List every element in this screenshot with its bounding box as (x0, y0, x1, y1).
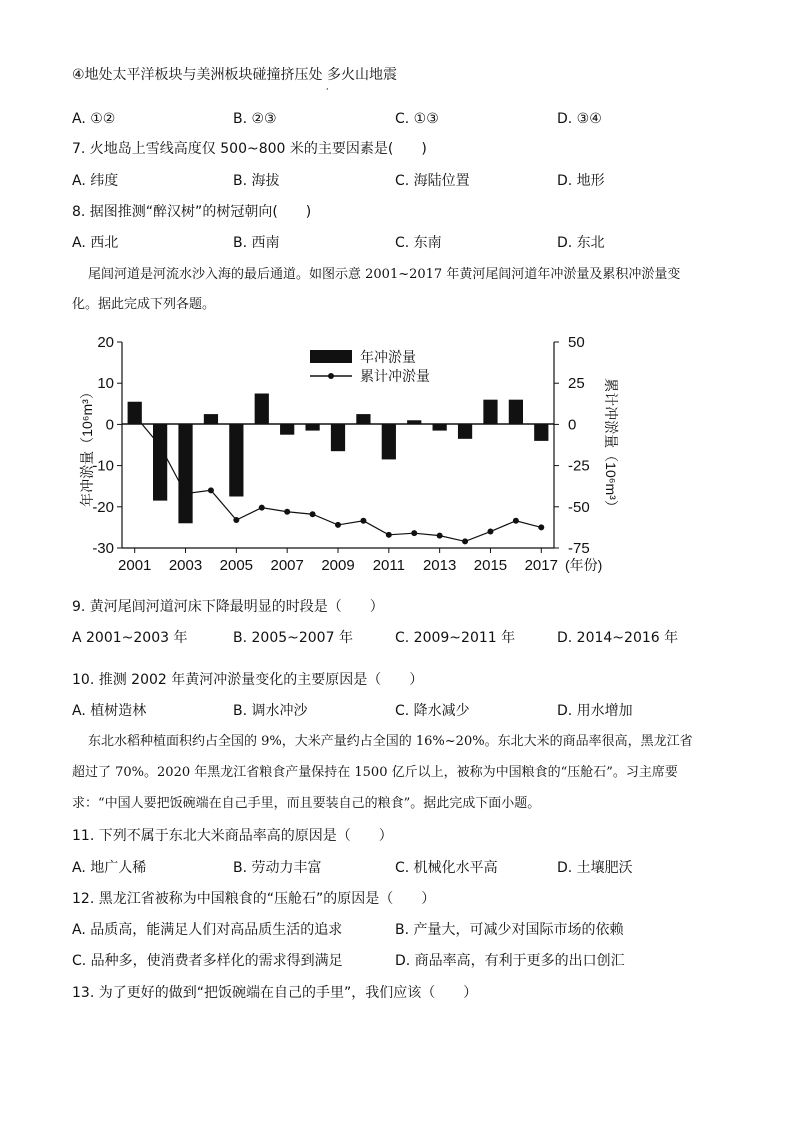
q12-option-b[interactable]: B. 产量大，可减少对国际市场的依赖 (395, 922, 624, 938)
q10-option-d[interactable]: D. 用水增加 (557, 703, 633, 719)
bar-2009 (331, 424, 345, 451)
q7-option-d[interactable]: D. 地形 (557, 173, 605, 189)
q10-option-c[interactable]: C. 降水减少 (395, 703, 470, 719)
bar-2016 (509, 400, 523, 425)
q8-option-d[interactable]: D. 东北 (557, 235, 605, 251)
bar-2004 (204, 414, 218, 424)
q12-option-d[interactable]: D. 商品率高，有利于更多的出口创汇 (395, 953, 625, 969)
y-tick-label: 20 (97, 334, 114, 351)
y-tick-label: -20 (92, 498, 114, 516)
q9-option-b[interactable]: B. 2005~2007 年 (233, 630, 353, 646)
y2-tick-label: -75 (568, 540, 590, 557)
q12-option-c[interactable]: C. 品种多，使消费者多样化的需求得到满足 (72, 953, 343, 969)
q7-option-b[interactable]: B. 海拔 (233, 173, 280, 189)
x-tick-label: 2007 (270, 557, 304, 574)
legend-bar-swatch (310, 350, 352, 363)
q12-option-a[interactable]: A. 品质高，能满足人们对高品质生活的追求 (72, 922, 343, 938)
bar-2014 (458, 424, 472, 438)
y2-tick-label: 0 (568, 416, 577, 434)
legend-bar-label: 年冲淤量 (360, 349, 416, 365)
point-2016 (513, 518, 519, 524)
passage-2-line-3: 求：“中国人要把饭碗端在自己手里，而且要装自己的粮食”。据此完成下面小题。 (72, 796, 541, 811)
point-2014 (462, 538, 468, 544)
point-2017 (538, 524, 544, 530)
legend-line-label: 累计冲淤量 (360, 368, 430, 384)
q8-stem: 8. 据图推测“醉汉树”的树冠朝向( ) (72, 204, 312, 220)
x-tick-label: 2005 (219, 557, 254, 574)
y2-axis-label: 累计冲淤量（10⁶m³） (603, 378, 619, 514)
q9-option-a[interactable]: A 2001~2003 年 (72, 630, 188, 646)
q9-stem: 9. 黄河尾闾河道河床下降最明显的时段是（ ） (72, 599, 384, 615)
q8-option-c[interactable]: C. 东南 (395, 235, 442, 251)
point-2010 (360, 518, 366, 524)
bar-2015 (483, 400, 497, 425)
q11-option-a[interactable]: A. 地广人稀 (72, 860, 147, 876)
q6-option-b[interactable]: B. ②③ (233, 111, 277, 127)
point-2009 (335, 522, 341, 528)
legend-line-marker (328, 373, 334, 379)
y-tick-label: 0 (105, 416, 114, 434)
x-tick-label: 2013 (422, 557, 457, 574)
q6-option-a[interactable]: A. ①② (72, 111, 116, 127)
q7-stem: 7. 火地岛上雪线高度仅 500~800 米的主要因素是( ) (72, 141, 427, 157)
q7-option-c[interactable]: C. 海陆位置 (395, 173, 470, 189)
point-2008 (310, 511, 316, 517)
q6-option-d[interactable]: D. ③④ (557, 111, 602, 127)
q6-option-c[interactable]: C. ①③ (395, 111, 439, 127)
point-2013 (437, 533, 443, 539)
silt-chart (0, 330, 794, 590)
y-tick-label: -10 (92, 457, 114, 475)
q13-stem: 13. 为了更好的做到“把饭碗端在自己的手里”，我们应该（ ） (72, 985, 478, 1001)
bar-2013 (433, 424, 447, 430)
stray-mark: , (326, 82, 329, 91)
y2-tick-label: 25 (568, 375, 585, 393)
y2-tick-label: 50 (568, 334, 585, 351)
q11-option-d[interactable]: D. 土壤肥沃 (557, 860, 633, 876)
x-tick-label: 2001 (118, 557, 152, 574)
q10-option-a[interactable]: A. 植树造林 (72, 703, 147, 719)
point-2002 (157, 443, 163, 449)
point-2006 (259, 505, 265, 511)
bar-2012 (407, 420, 421, 424)
x-tick-label: 2003 (168, 557, 203, 574)
point-2011 (386, 532, 392, 538)
q9-option-c[interactable]: C. 2009~2011 年 (395, 630, 516, 646)
q11-option-b[interactable]: B. 劳动力丰富 (233, 860, 322, 876)
passage-2-line-2: 超过了 70%。2020 年黑龙江省粮食产量保持在 1500 亿斤以上，被称为中国粮食的“压舱石”。习主席要 (72, 765, 678, 780)
x-axis-unit: (年份) (565, 557, 603, 573)
q7-option-a[interactable]: A. 纬度 (72, 173, 119, 189)
x-tick-label: 2011 (372, 557, 405, 574)
statement-4: ④地处太平洋板块与美洲板块碰撞挤压处 多火山地震 (72, 67, 397, 83)
bar-2005 (229, 424, 243, 496)
bar-2010 (356, 414, 370, 424)
y2-tick-label: -50 (568, 498, 590, 516)
point-2015 (487, 529, 493, 535)
y-tick-label: 10 (97, 375, 114, 393)
passage-2-line-1: 东北水稻种植面积约占全国的 9%，大米产量约占全国的 16%~20%。东北大米的商品率很高，黑龙江省 (88, 734, 693, 749)
bar-2011 (382, 424, 396, 459)
point-2007 (284, 509, 290, 515)
point-2005 (233, 517, 239, 523)
q8-option-b[interactable]: B. 西南 (233, 235, 280, 251)
passage-1-line-2: 化。据此完成下列各题。 (72, 297, 216, 312)
bar-2017 (534, 424, 548, 440)
q12-stem: 12. 黑龙江省被称为中国粮食的“压舱石”的原因是（ ） (72, 891, 436, 907)
q10-stem: 10. 推测 2002 年黄河冲淤量变化的主要原因是（ ） (72, 672, 424, 688)
q11-option-c[interactable]: C. 机械化水平高 (395, 860, 498, 876)
y2-tick-label: -25 (568, 457, 590, 475)
q9-option-d[interactable]: D. 2014~2016 年 (557, 630, 679, 646)
point-2004 (208, 487, 214, 493)
q11-stem: 11. 下列不属于东北大米商品率高的原因是（ ） (72, 828, 393, 844)
y-axis-label: 年冲淤量（10⁶m³） (79, 385, 95, 507)
bar-2007 (280, 424, 294, 434)
y-tick-label: -30 (92, 540, 114, 557)
bar-2008 (305, 424, 319, 430)
x-tick-label: 2017 (524, 557, 558, 574)
point-2012 (411, 530, 417, 536)
bar-2003 (178, 424, 192, 523)
bar-2002 (153, 424, 167, 500)
point-2003 (183, 491, 189, 497)
passage-1-line-1: 尾闾河道是河流水沙入海的最后通道。如图示意 2001~2017 年黄河尾闾河道年冲淤量及累积冲淤量变 (88, 267, 681, 282)
x-tick-label: 2009 (321, 557, 355, 574)
x-tick-label: 2015 (473, 557, 508, 574)
q10-option-b[interactable]: B. 调水冲沙 (233, 703, 308, 719)
bar-2006 (255, 394, 269, 425)
q8-option-a[interactable]: A. 西北 (72, 235, 119, 251)
